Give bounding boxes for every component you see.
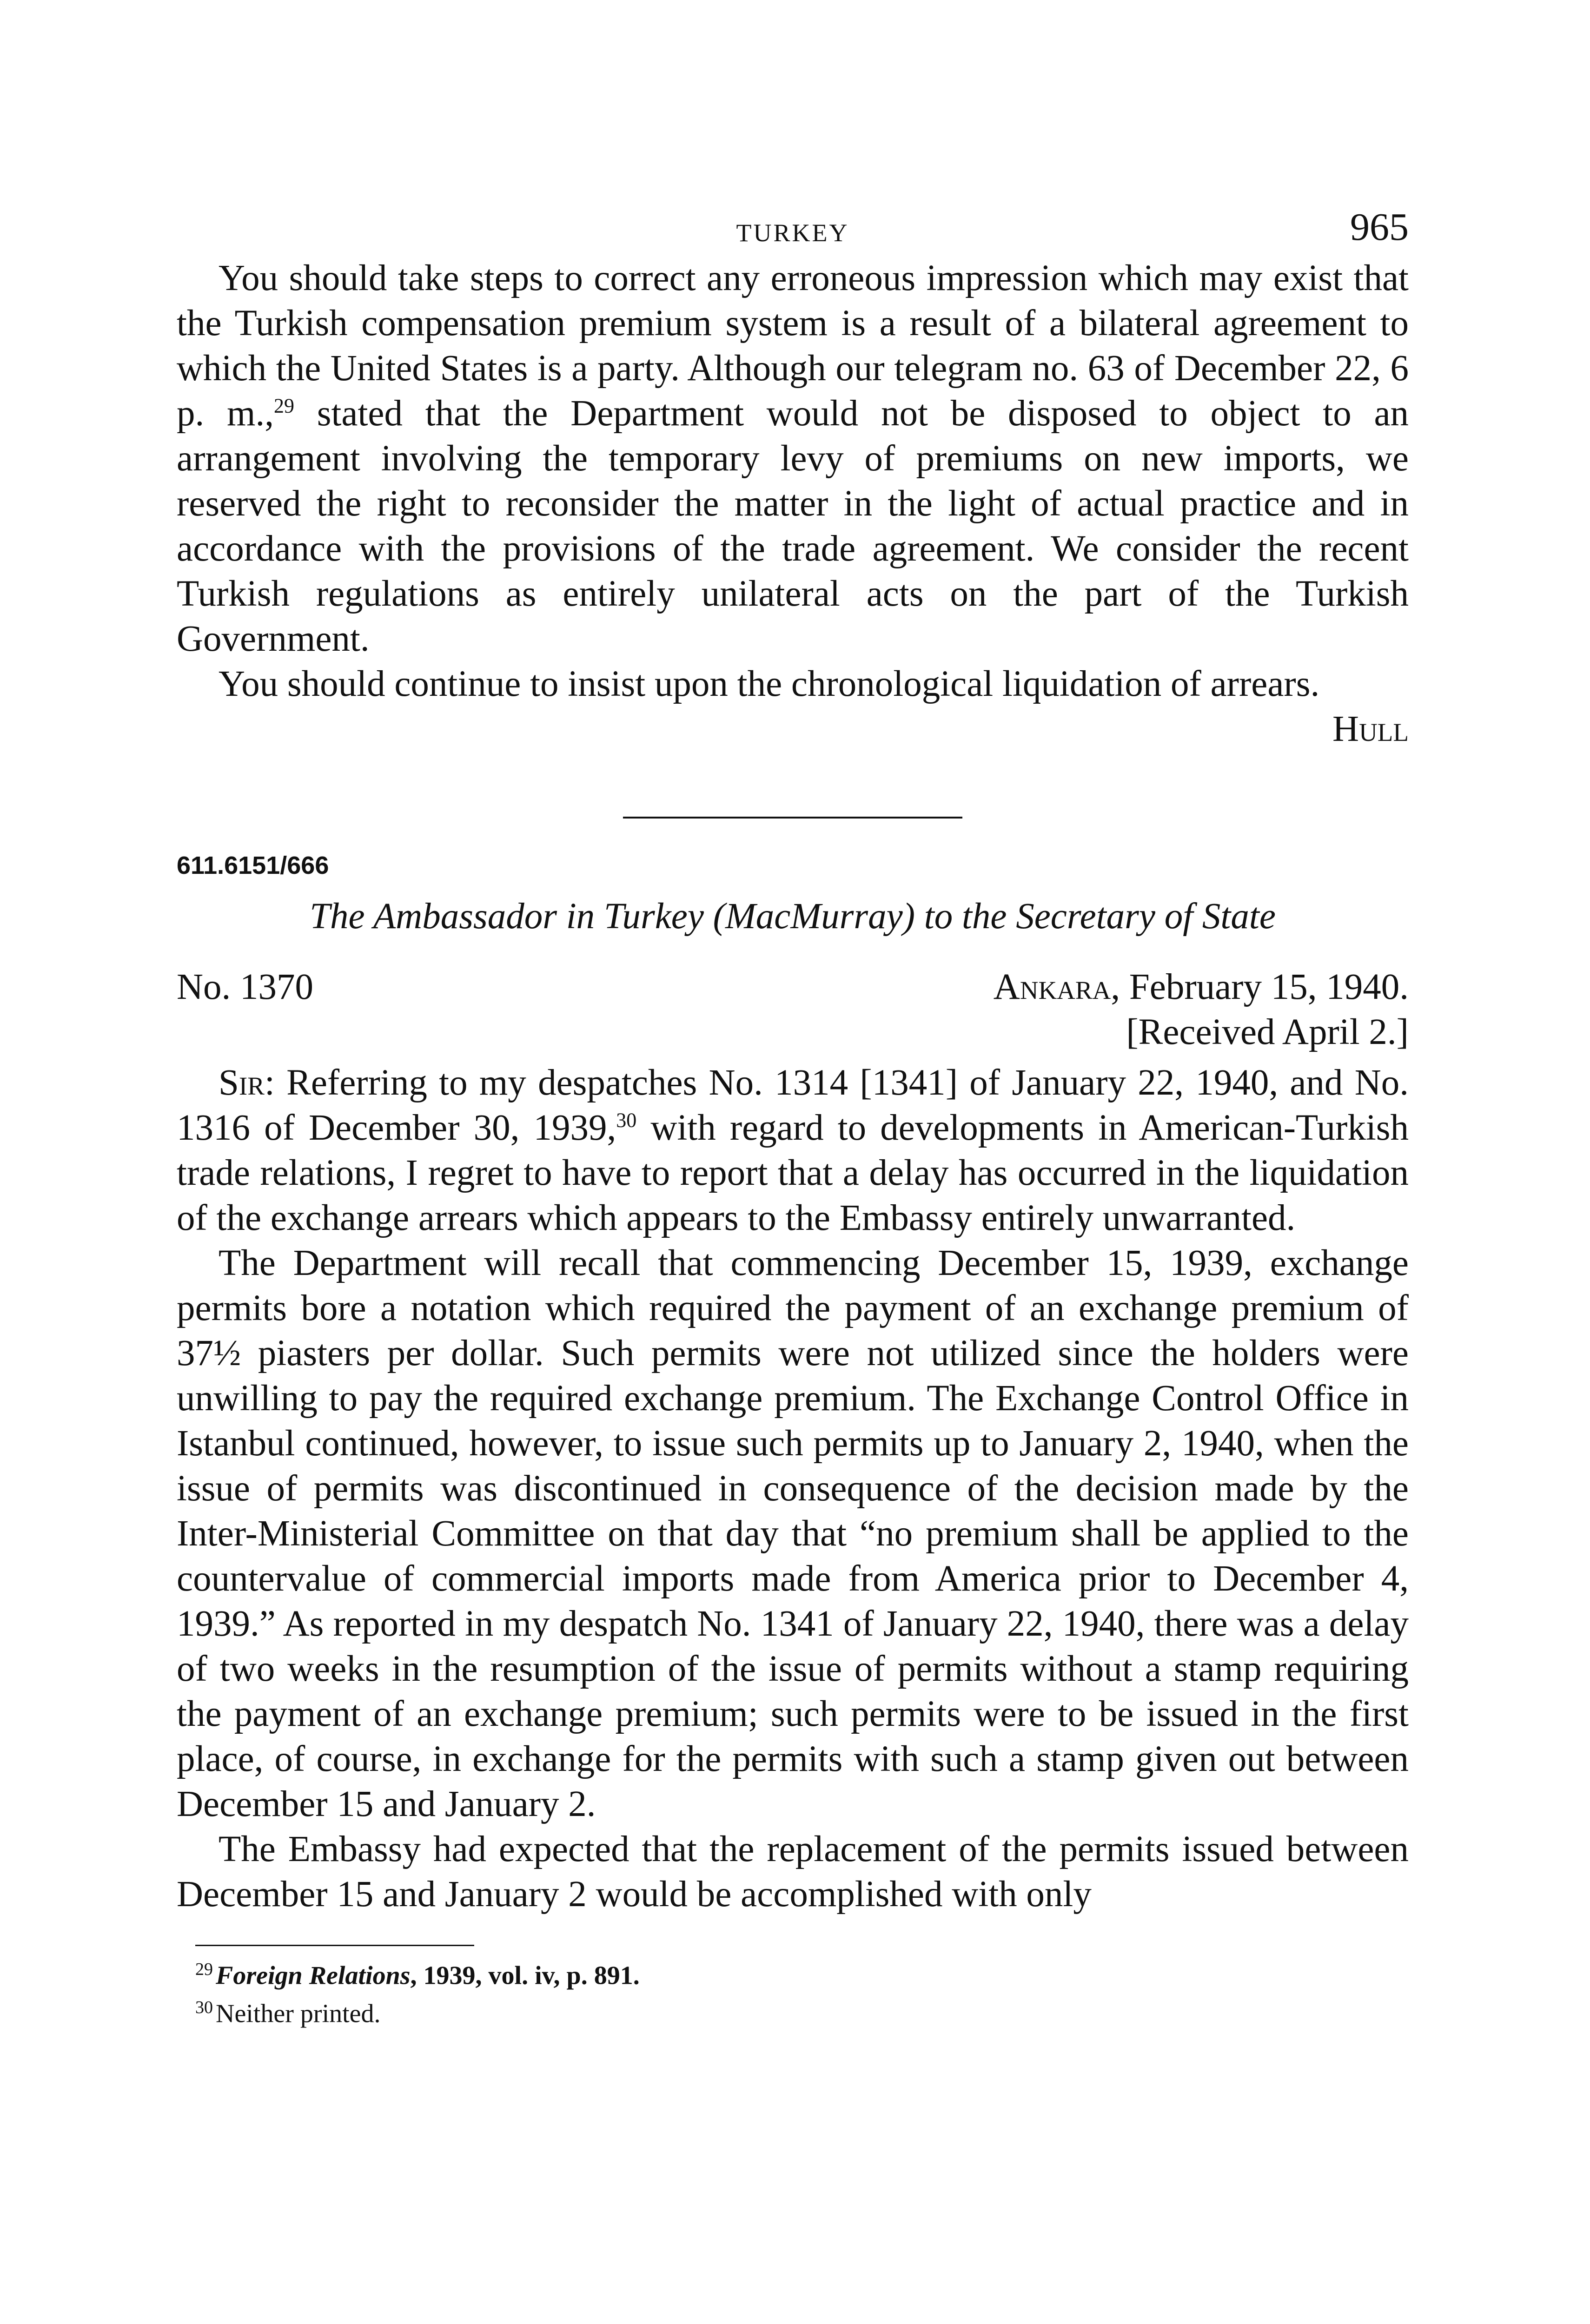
footnote-divider	[195, 1945, 474, 1946]
footnote-reference: 29	[273, 394, 294, 417]
document-page	[177, 205, 1409, 2029]
section-divider	[623, 817, 962, 819]
paragraph-text: : Referring to my despatches No. 1314 [1341] of January 22, 1940, and No. 1316 of December 30, 1939,	[177, 1063, 1409, 1148]
footnote-mark: 29	[195, 1960, 213, 1979]
paragraph	[177, 256, 1409, 661]
paragraph-text: You should take steps to correct any erroneous impression which may exist that the Turkish compensation premium system is a result of a bilateral agreement to which the United States is a party. Although our telegram no. 63 of December 22, 6 p. m.,	[177, 258, 1409, 434]
dateline-city: Ankara	[993, 967, 1111, 1007]
paragraph	[177, 1060, 1409, 1241]
paragraph-text: stated that the Department would not be disposed to object to an arrangement involving the temporary levy of premiums on new imports, we reserved the right to reconsider the matter in the light of actual practice and in accordance with the provisions of the trade agreement. We consider the recent Turkish regulations as entirely unilateral acts on the part of the Turkish Government.	[177, 393, 1409, 659]
footnote-reference: 30	[616, 1109, 637, 1132]
footnotes	[177, 1945, 1409, 2029]
footnote	[195, 1992, 1409, 2030]
footnote-text: Neither printed.	[216, 1999, 381, 2028]
paragraph: The Department will recall that commencing December 15, 1939, exchange permits bore a notation which required the payment of an exchange premium of 37½ piasters per dollar. Such permits were not utilized since the holders were unwilling to pay the required exchange premium. The Exchange Control Office in Istanbul continued, however, to issue such permits up to January 2, 1940, when the issue of permits was discontinued in consequence of the decision made by the Inter-Ministerial Committee on that day that “no premium shall be applied to the countervalue of commercial imports made from America prior to December 4, 1939.” As reported in my despatch No. 1341 of January 22, 1940, there was a delay of two weeks in the resumption of the issue of permits without a stamp requiring the payment of an exchange premium; such permits were to be issued in the first place, of course, in exchange for the permits with such a stamp given out between December 15 and January 2.	[177, 1243, 1409, 1824]
signature: Hull	[1332, 709, 1409, 749]
received-date: [Received April 2.]	[1126, 1012, 1409, 1052]
paragraph: You should continue to insist upon the chronological liquidation of arrears.	[219, 664, 1320, 704]
salutation: Sir	[219, 1063, 265, 1103]
paragraph: The Embassy had expected that the replacement of the permits issued between December 15 and January 2 would be accomplished with only	[177, 1829, 1409, 1915]
file-number: 611.6151/666	[177, 852, 329, 879]
document-heading: The Ambassador in Turkey (MacMurray) to the Secretary of State	[310, 896, 1276, 937]
footnote-mark: 30	[195, 1997, 213, 2017]
dateline-date: , February 15, 1940.	[1111, 967, 1409, 1007]
running-header	[177, 205, 1409, 256]
page-number: 965	[1350, 205, 1409, 249]
footnote-text: , 1939, vol. iv, p. 891.	[410, 1961, 640, 1990]
despatch-number: No. 1370	[177, 967, 314, 1007]
paragraph-text: with regard to developments in American-Turkish trade relations, I regret to have to report that a delay has occurred in the liquidation of the exchange arrears which appears to the Embassy entirely unwarranted.	[177, 1108, 1409, 1238]
footnote-title: Foreign Relations	[216, 1961, 411, 1990]
running-title: TURKEY	[736, 219, 849, 247]
dateline	[177, 964, 1409, 1010]
footnote	[195, 1954, 1409, 1992]
dateline-place-date	[994, 964, 1409, 1010]
